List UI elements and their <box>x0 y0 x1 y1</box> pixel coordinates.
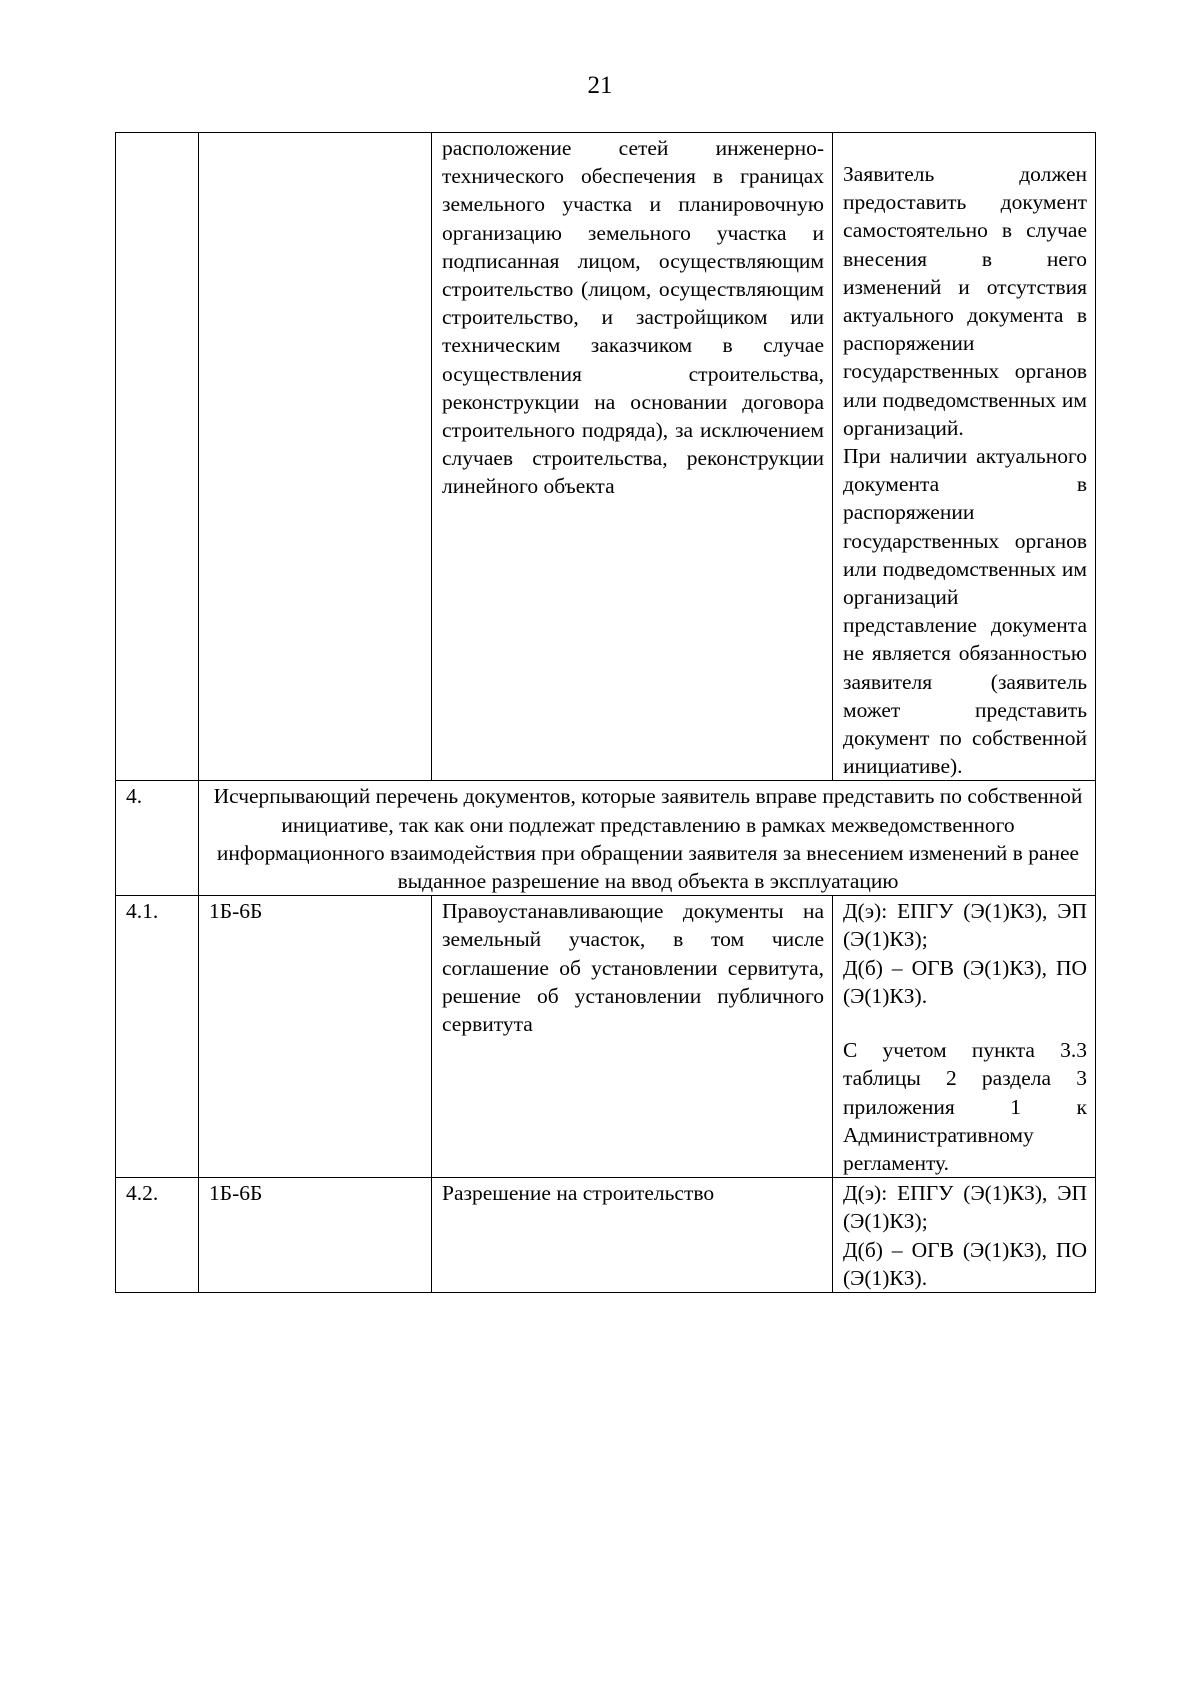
row-number: 4.2. <box>116 1178 199 1293</box>
row-number: 4.1. <box>116 896 199 1178</box>
submission-method-cell <box>833 896 1096 1178</box>
table-row <box>116 1178 1096 1293</box>
section-title: Исчерпывающий перечень документов, которые заявитель вправе представить по собственной инициативе, так как они подлежат представлению в рамках межведомственного информационного взаимодействия при обращении заявителя за внесением изменений в ранее выданное разрешение на ввод объекта в эксплуатацию <box>199 781 1096 896</box>
submission-method: Д(э): ЕПГУ (Э(1)КЗ), ЭП (Э(1)КЗ); Д(б) – ОГВ (Э(1)КЗ), ПО (Э(1)КЗ). <box>843 899 1087 1008</box>
submission-method: Д(э): ЕПГУ (Э(1)КЗ), ЭП (Э(1)КЗ); Д(б) – ОГВ (Э(1)КЗ), ПО (Э(1)КЗ). <box>833 1178 1096 1293</box>
table-row <box>116 896 1096 1178</box>
document-name: Разрешение на строительство <box>432 1178 833 1293</box>
row-code: 1Б-6Б <box>199 1178 432 1293</box>
document-name-cell: расположение сетей инженерно-технического обеспечения в границах земельного участка и планировочную организацию земельного участка и подписанная лицом, осуществляющим строительство (лицом, осуществляющим строительство, и застройщиком или техническим заказчиком в случае осуществления строительства, реконструкции на основании договора строительного подряда), за исключением случаев строительства, реконструкции линейного объекта <box>432 133 833 781</box>
row-code-cell <box>199 133 432 781</box>
section-number: 4. <box>116 781 199 896</box>
note-paragraph-2: При наличии актуального документа в распоряжении государственных органов или подведомственных им организаций представление документа не является обязанностью заявителя (заявитель может представить документ по собственной инициативе). <box>843 444 1087 779</box>
row-number-cell <box>116 133 199 781</box>
document-name: Правоустанавливающие документы на земельный участок, в том числе соглашение об установлении сервитута, решение об установлении публичного сервитута <box>432 896 833 1178</box>
section-header-row <box>116 781 1096 896</box>
table-row-continuation <box>116 133 1096 781</box>
submission-note-cell <box>833 133 1096 781</box>
row-code: 1Б-6Б <box>199 896 432 1178</box>
submission-note: С учетом пункта 3.3 таблицы 2 раздела 3 приложения 1 к Административному регламенту. <box>843 1038 1087 1175</box>
page-number: 21 <box>587 72 613 99</box>
documents-table <box>115 132 1096 1293</box>
note-paragraph-1: Заявитель должен предоставить документ самостоятельно в случае внесения в него изменений и отсутствия актуального документа в распоряжении государственных органов или подведомственных им организаций. <box>843 162 1087 440</box>
